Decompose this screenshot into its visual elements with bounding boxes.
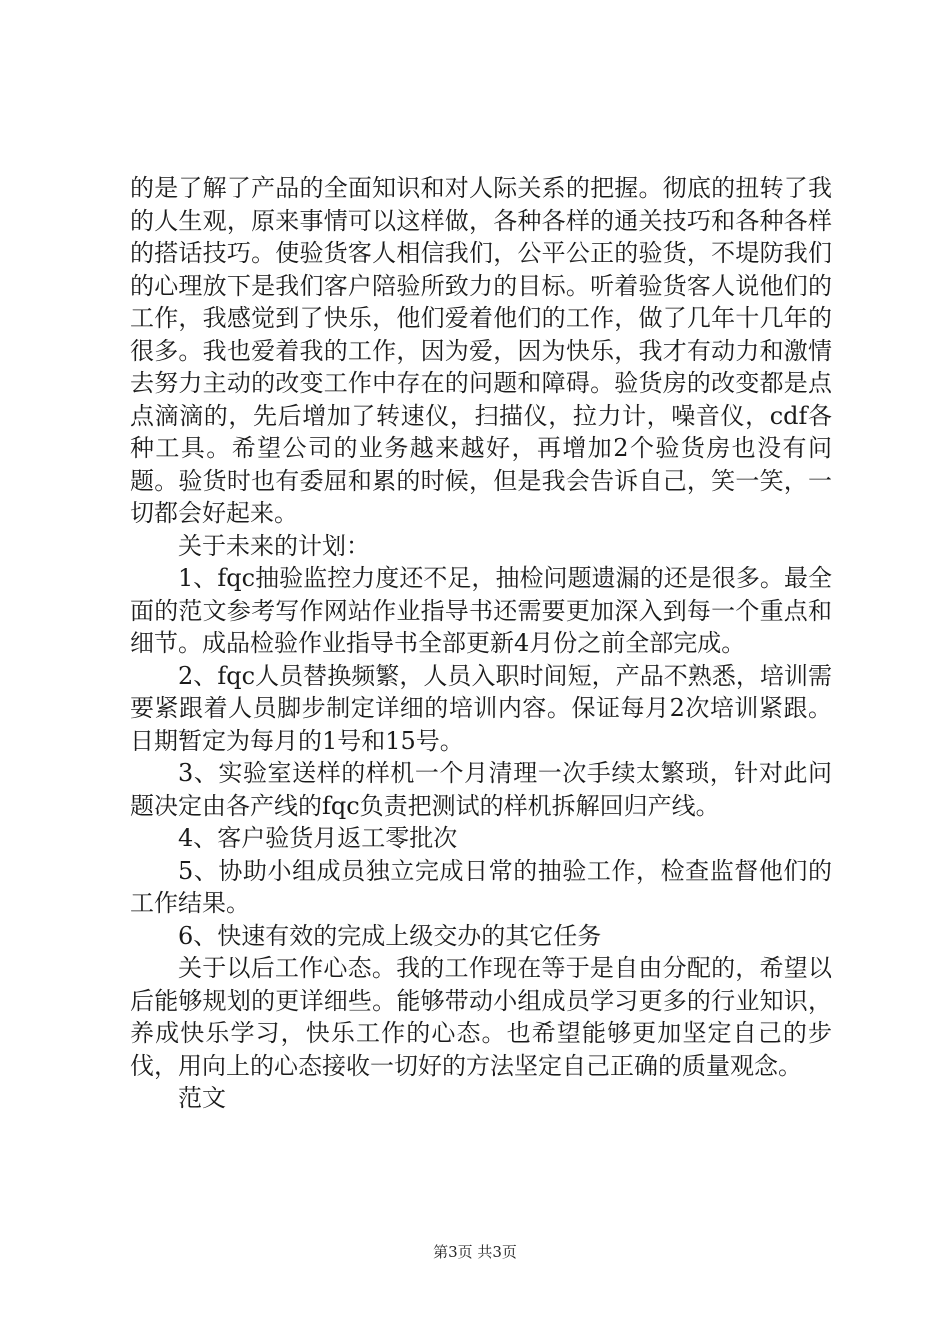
plan-item-4: 4、客户验货月返工零批次 (178, 824, 458, 852)
paragraph-work-attitude: 关于以后工作心态。我的工作现在等于是自由分配的，希望以后能够规划的更详细些。能够带动小组成员学习更多的行业知识，养成快乐学习，快乐工作的心态。也希望能够更加坚定自己的步伐，用向上的心态接收一切好的方法坚定自己正确的质量观念。 (130, 954, 832, 1080)
plan-item-6: 6、快速有效的完成上级交办的其它任务 (178, 921, 602, 950)
plan-item-3: 3、实验室送样的样机一个月清理一次手续太繁琐，针对此问题决定由各产线的fqc负责把测试的样机拆解回归产线。 (130, 759, 832, 820)
document-body (130, 172, 832, 1115)
paragraph-closing-word: 范文 (178, 1084, 226, 1112)
plan-item-5: 5、协助小组成员独立完成日常的抽验工作，检查监督他们的工作结果。 (130, 856, 832, 917)
paragraph-future-plan-heading: 关于未来的计划： (178, 531, 370, 560)
plan-item-1: 1、fqc抽验监控力度还不足，抽检问题遗漏的还是很多。最全面的范文参考写作网站作业指导书还需要更加深入到每一个重点和细节。成品检验作业指导书全部更新4月份之前全部完成。 (130, 564, 832, 657)
plan-item-2: 2、fqc人员替换频繁，人员入职时间短，产品不熟悉，培训需要紧跟着人员脚步制定详细的培训内容。保证每月2次培训紧跟。日期暂定为每月的1号和15号。 (130, 661, 832, 755)
page-number-footer: 第3页 共3页 (433, 1243, 517, 1261)
paragraph-experience: 的是了解了产品的全面知识和对人际关系的把握。彻底的扭转了我的人生观，原来事情可以这样做，各种各样的通关技巧和各种各样的搭话技巧。使验货客人相信我们，公平公正的验货，不堤防我们的心理放下是我们客户陪验所致力的目标。听着验货客人说他们的工作，我感觉到了快乐，他们爱着他们的工作，做了几年十几年的很多。我也爱着我的工作，因为爱，因为快乐，我才有动力和激情去努力主动的改变工作中存在的问题和障碍。验货房的改变都是点点滴滴的，先后增加了转速仪，扫描仪，拉力计，噪音仪，cdf各种工具。希望公司的业务越来越好，再增加2个验货房也没有问题。验货时也有委屈和累的时候，但是我会告诉自己，笑一笑，一切都会好起来。 (130, 174, 832, 527)
